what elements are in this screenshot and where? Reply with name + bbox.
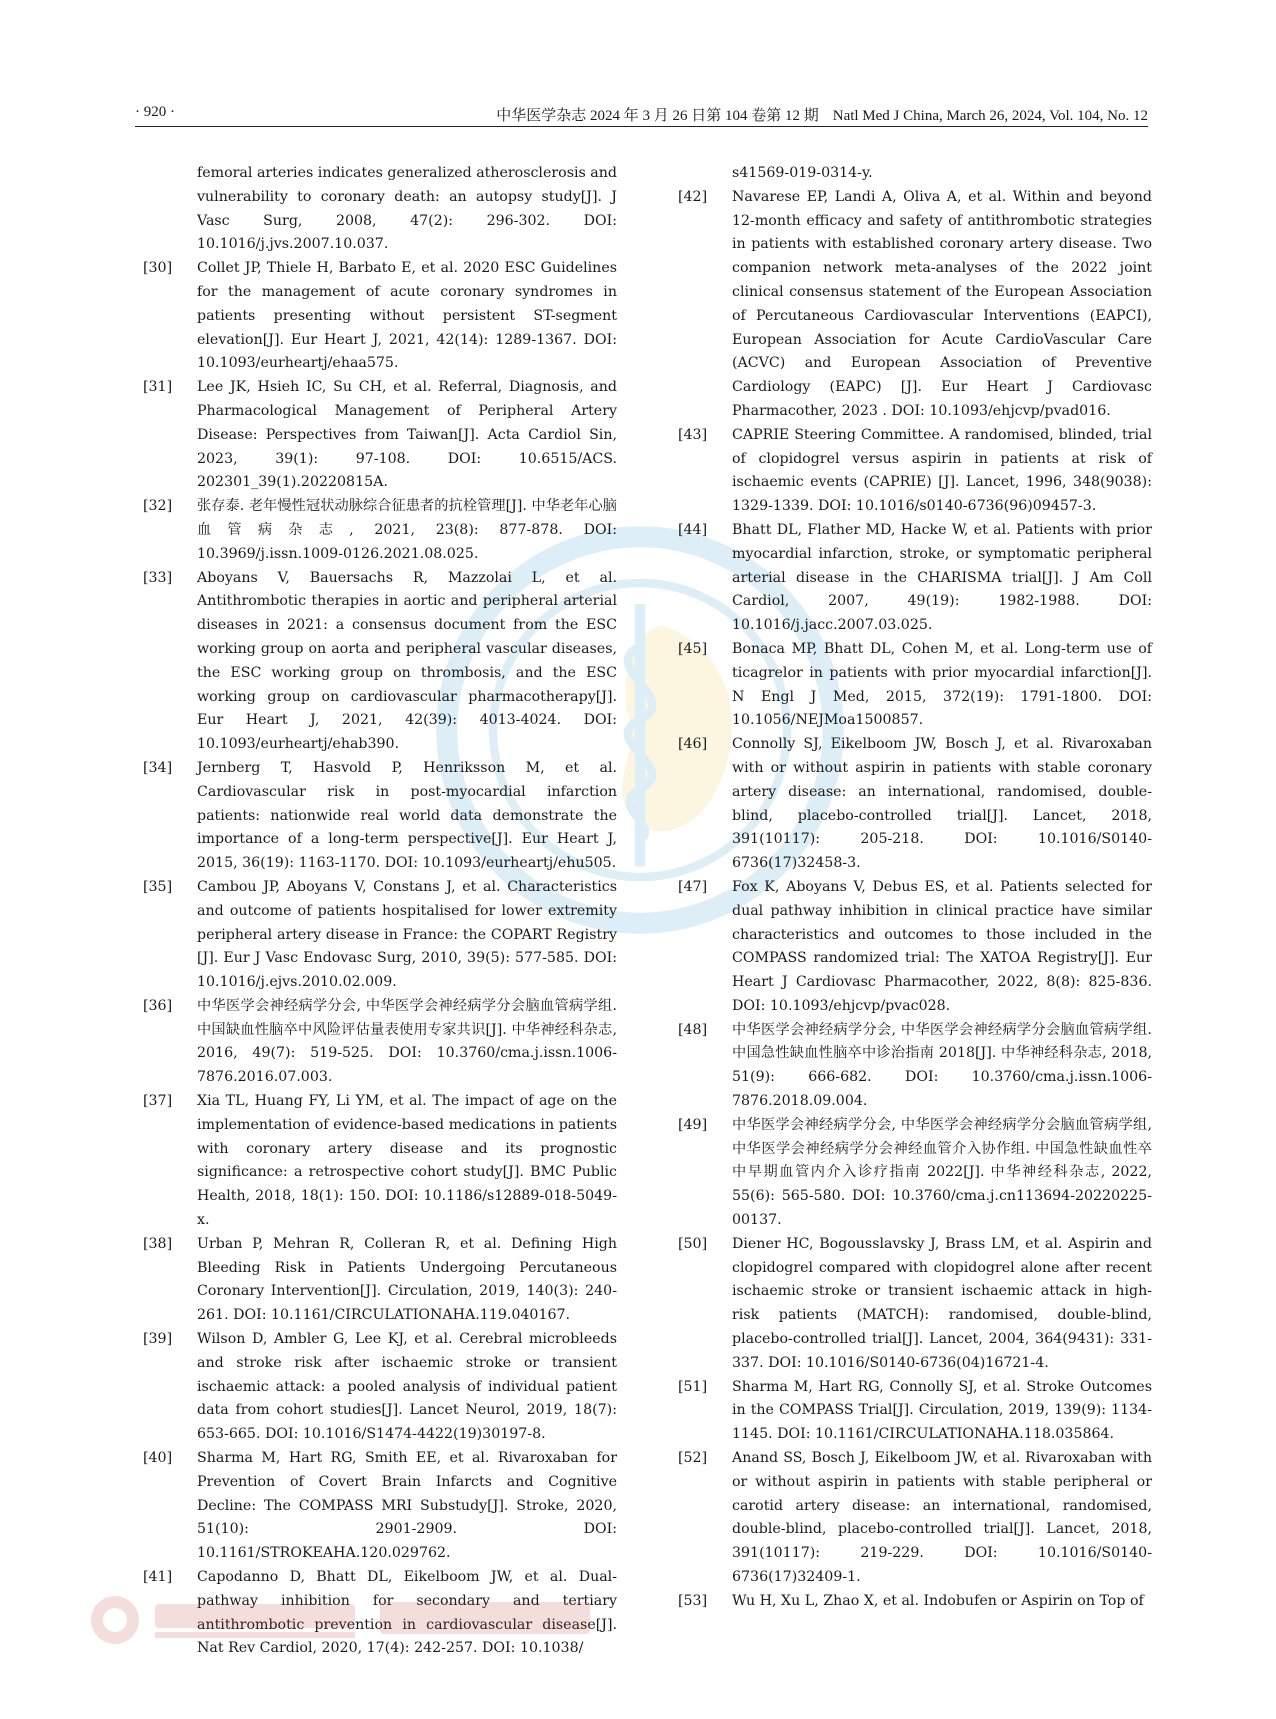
- reference-text: 张存泰. 老年慢性冠状动脉综合征患者的抗栓管理[J]. 中华老年心脑血管病杂志, 2021, 23(8): 877-878. DOI: 10.3969/j.issn.1009-0126.2021.08.025.: [197, 498, 617, 562]
- reference-number: [52]: [678, 1450, 708, 1467]
- reference-entry: [143, 376, 617, 495]
- reference-entry: [143, 1233, 617, 1328]
- reference-entry: [678, 1019, 1152, 1114]
- reference-number: [42]: [678, 188, 708, 205]
- reference-column-left: [143, 162, 617, 1661]
- reference-number: [46]: [678, 736, 708, 753]
- reference-number: [48]: [678, 1021, 708, 1038]
- reference-text: Aboyans V, Bauersachs R, Mazzolai L, et al. Antithrombotic therapies in aortic and peripheral arterial diseases in 2021: a consensus document from the ESC working group on aorta and peripheral vascular diseases, the ESC working group on thrombosis, and the ESC working group on cardiovascular pharmacotherapy[J]. Eur Heart J, 2021, 42(39): 4013-4024. DOI: 10.1093/eurheartj/ehab390.: [197, 569, 617, 753]
- reference-text: s41569-019-0314-y.: [732, 165, 873, 181]
- reference-text: Diener HC, Bogousslavsky J, Brass LM, et al. Aspirin and clopidogrel compared with clopidogrel alone after recent ischaemic stroke or transient ischaemic attack in high-risk patients (MATCH): randomised, double-blind, placebo-controlled trial[J]. Lancet, 2004, 364(9431): 331-337. DOI: 10.1016/S0140-6736(04)16721-4.: [732, 1235, 1152, 1371]
- reference-entry: [678, 638, 1152, 733]
- reference-number: [30]: [143, 260, 173, 277]
- page-number: · 920 ·: [135, 104, 175, 120]
- journal-citation: [496, 104, 1148, 125]
- reference-entry: [678, 876, 1152, 1019]
- reference-number: [47]: [678, 878, 708, 895]
- reference-text: Urban P, Mehran R, Colleran R, et al. Defining High Bleeding Risk in Patients Undergoing Percutaneous Coronary Intervention[J]. Circulation, 2019, 140(3): 240-261. DOI: 10.1161/CIRCULATIONAHA.119.040167.: [197, 1235, 617, 1324]
- reference-entry: [678, 1590, 1152, 1614]
- reference-number: [43]: [678, 426, 708, 443]
- reference-entry: [143, 495, 617, 566]
- reference-number: [45]: [678, 640, 708, 657]
- reference-continuation: [143, 162, 617, 257]
- reference-number: [40]: [143, 1450, 173, 1467]
- reference-number: [34]: [143, 759, 173, 776]
- reference-text: Capodanno D, Bhatt DL, Eikelboom JW, et al. Dual-pathway inhibition for secondary and tertiary antithrombotic prevention in cardiovascular disease[J]. Nat Rev Cardiol, 2020, 17(4): 242-257. DOI: 10.1038/: [197, 1569, 617, 1657]
- reference-entry: [678, 1114, 1152, 1233]
- reference-number: [53]: [678, 1592, 708, 1609]
- reference-entry: [143, 876, 617, 995]
- reference-entry: [143, 257, 617, 376]
- reference-text: Xia TL, Huang FY, Li YM, et al. The impact of age on the implementation of evidence-based medications in patients with coronary artery disease and its prognostic significance: a retrospective cohort study[J]. BMC Public Health, 2018, 18(1): 150. DOI: 10.1186/s12889-018-5049-x.: [197, 1093, 617, 1229]
- reference-number: [51]: [678, 1378, 708, 1395]
- reference-number: [41]: [143, 1569, 173, 1586]
- reference-number: [36]: [143, 997, 173, 1014]
- reference-text: Navarese EP, Landi A, Oliva A, et al. Within and beyond 12-month efficacy and safety of antithrombotic strategies in patients with established coronary artery disease. Two companion network meta-analyses of the 2022 joint clinical consensus statement of the European Association of Percutaneous Cardiovascular Interventions (EAPCI), European Association for Acute CardioVascular Care (ACVC) and European Association of Preventive Cardiology (EAPC) [J]. Eur Heart J Cardiovasc Pharmacother, 2023 . DOI: 10.1093/ehjcvp/pvad016.: [732, 188, 1152, 419]
- reference-entry: [143, 1090, 617, 1233]
- reference-entry: [678, 186, 1152, 424]
- reference-text: Bhatt DL, Flather MD, Hacke W, et al. Patients with prior myocardial infarction, stroke, or symptomatic peripheral arterial disease in the CHARISMA trial[J]. J Am Coll Cardiol, 2007, 49(19): 1982-1988. DOI: 10.1016/j.jacc.2007.03.025.: [732, 521, 1152, 634]
- reference-entry: [143, 1447, 617, 1566]
- reference-entry: [678, 1376, 1152, 1447]
- reference-text: Fox K, Aboyans V, Debus ES, et al. Patients selected for dual pathway inhibition in clinical practice have similar characteristics and outcomes to those included in the COMPASS randomized trial: The XATOA Registry[J]. Eur Heart J Cardiovasc Pharmacother, 2022, 8(8): 825-836. DOI: 10.1093/ehjcvp/pvac028.: [732, 878, 1152, 1014]
- reference-text: Collet JP, Thiele H, Barbato E, et al. 2020 ESC Guidelines for the management of acute coronary syndromes in patients presenting without persistent ST-segment elevation[J]. Eur Heart J, 2021, 42(14): 1289-1367. DOI: 10.1093/eurheartj/ehaa575.: [197, 260, 617, 372]
- reference-text: 中华医学会神经病学分会, 中华医学会神经病学分会脑血管病学组. 中国缺血性脑卒中风险评估量表使用专家共识[J]. 中华神经科杂志, 2016, 49(7): 519-525. DOI: 10.3760/cma.j.issn.1006-7876.2016.07.003.: [197, 997, 617, 1086]
- reference-text: Bonaca MP, Bhatt DL, Cohen M, et al. Long-term use of ticagrelor in patients with prior myocardial infarction[J]. N Engl J Med, 2015, 372(19): 1791-1800. DOI: 10.1056/NEJMoa1500857.: [732, 640, 1152, 729]
- reference-text: Lee JK, Hsieh IC, Su CH, et al. Referral, Diagnosis, and Pharmacological Management of Peripheral Artery Disease: Perspectives from Taiwan[J]. Acta Cardiol Sin, 2023, 39(1): 97-108. DOI: 10.6515/ACS. 202301_39(1).20220815A.: [197, 379, 617, 491]
- reference-entry: [678, 1233, 1152, 1376]
- reference-number: [33]: [143, 569, 173, 586]
- reference-column-right: [678, 162, 1152, 1614]
- reference-number: [35]: [143, 878, 173, 895]
- reference-entry: [143, 1566, 617, 1661]
- reference-number: [49]: [678, 1116, 708, 1133]
- reference-text: Wu H, Xu L, Zhao X, et al. Indobufen or Aspirin on Top of: [732, 1592, 1144, 1609]
- reference-text: Anand SS, Bosch J, Eikelboom JW, et al. Rivaroxaban with or without aspirin in patients with stable peripheral or carotid artery disease: an international, randomised, double-blind, placebo-controlled trial[J]. Lancet, 2018, 391(10117): 219-229. DOI: 10.1016/S0140-6736(17)32409-1.: [732, 1450, 1152, 1586]
- reference-text: CAPRIE Steering Committee. A randomised, blinded, trial of clopidogrel versus aspirin in patients at risk of ischaemic events (CAPRIE) [J]. Lancet, 1996, 348(9038): 1329-1339. DOI: 10.1016/s0140-6736(96)09457-3.: [732, 426, 1152, 515]
- running-header: [135, 100, 1148, 127]
- reference-entry: [678, 733, 1152, 876]
- reference-number: [44]: [678, 521, 708, 538]
- reference-entry: [678, 424, 1152, 519]
- reference-entry: [143, 995, 617, 1090]
- reference-entry: [678, 519, 1152, 638]
- reference-number: [50]: [678, 1235, 708, 1252]
- reference-number: [38]: [143, 1235, 173, 1252]
- reference-number: [37]: [143, 1093, 173, 1110]
- reference-entry: [143, 757, 617, 876]
- reference-text: Wilson D, Ambler G, Lee KJ, et al. Cerebral microbleeds and stroke risk after ischaemic stroke or transient ischaemic attack: a pooled analysis of individual patient data from cohort studies[J]. Lancet Neurol, 2019, 18(7): 653-665. DOI: 10.1016/S1474-4422(19)30197-8.: [197, 1331, 617, 1443]
- reference-text: Jernberg T, Hasvold P, Henriksson M, et al. Cardiovascular risk in post-myocardial infarction patients: nationwide real world data demonstrate the importance of a long-term perspective[J]. Eur Heart J, 2015, 36(19): 1163-1170. DOI: 10.1093/eurheartj/ehu505.: [197, 759, 617, 872]
- reference-text: femoral arteries indicates generalized atherosclerosis and vulnerability to coronary death: an autopsy study[J]. J Vasc Surg, 2008, 47(2): 296-302. DOI: 10.1016/j.jvs.2007.10.037.: [197, 165, 617, 253]
- reference-number: [39]: [143, 1331, 173, 1348]
- reference-text: Cambou JP, Aboyans V, Constans J, et al. Characteristics and outcome of patients hospitalised for lower extremity peripheral artery disease in France: the COPART Registry [J]. Eur J Vasc Endovasc Surg, 2010, 39(5): 577-585. DOI: 10.1016/j.ejvs.2010.02.009.: [197, 878, 617, 991]
- reference-number: [32]: [143, 498, 173, 515]
- reference-text: Sharma M, Hart RG, Smith EE, et al. Rivaroxaban for Prevention of Covert Brain Infarcts and Cognitive Decline: The COMPASS MRI Substudy[J]. Stroke, 2020, 51(10): 2901-2909. DOI: 10.1161/STROKEAHA.120.029762.: [197, 1450, 617, 1562]
- reference-number: [31]: [143, 379, 173, 396]
- reference-text: 中华医学会神经病学分会, 中华医学会神经病学分会脑血管病学组, 中华医学会神经病学分会神经血管介入协作组. 中国急性缺血性卒中早期血管内介入诊疗指南 2022[J]. 中华神经科杂志, 2022, 55(6): 565-580. DOI: 10.3760/cma.j.cn113694-20220225-00137.: [732, 1116, 1152, 1229]
- journal-citation-en: Natl Med J China, March 26, 2024, Vol. 104, No. 12: [832, 108, 1148, 124]
- journal-citation-cn: 中华医学杂志 2024 年 3 月 26 日第 104 卷第 12 期: [496, 108, 819, 124]
- reference-text: Sharma M, Hart RG, Connolly SJ, et al. Stroke Outcomes in the COMPASS Trial[J]. Circulation, 2019, 139(9): 1134-1145. DOI: 10.1161/CIRCULATIONAHA.118.035864.: [732, 1378, 1152, 1443]
- reference-entry: [143, 1328, 617, 1447]
- reference-entry: [143, 567, 617, 757]
- reference-text: 中华医学会神经病学分会, 中华医学会神经病学分会脑血管病学组. 中国急性缺血性脑卒中诊治指南 2018[J]. 中华神经科杂志, 2018, 51(9): 666-682. DOI: 10.3760/cma.j.issn.1006-7876.2018.09.004.: [732, 1021, 1152, 1110]
- reference-text: Connolly SJ, Eikelboom JW, Bosch J, et al. Rivaroxaban with or without aspirin in patients with stable coronary artery disease: an international, randomised, double-blind, placebo-controlled trial[J]. Lancet, 2018, 391(10117): 205-218. DOI: 10.1016/S0140-6736(17)32458-3.: [732, 736, 1152, 872]
- reference-continuation: [678, 162, 1152, 186]
- reference-entry: [678, 1447, 1152, 1590]
